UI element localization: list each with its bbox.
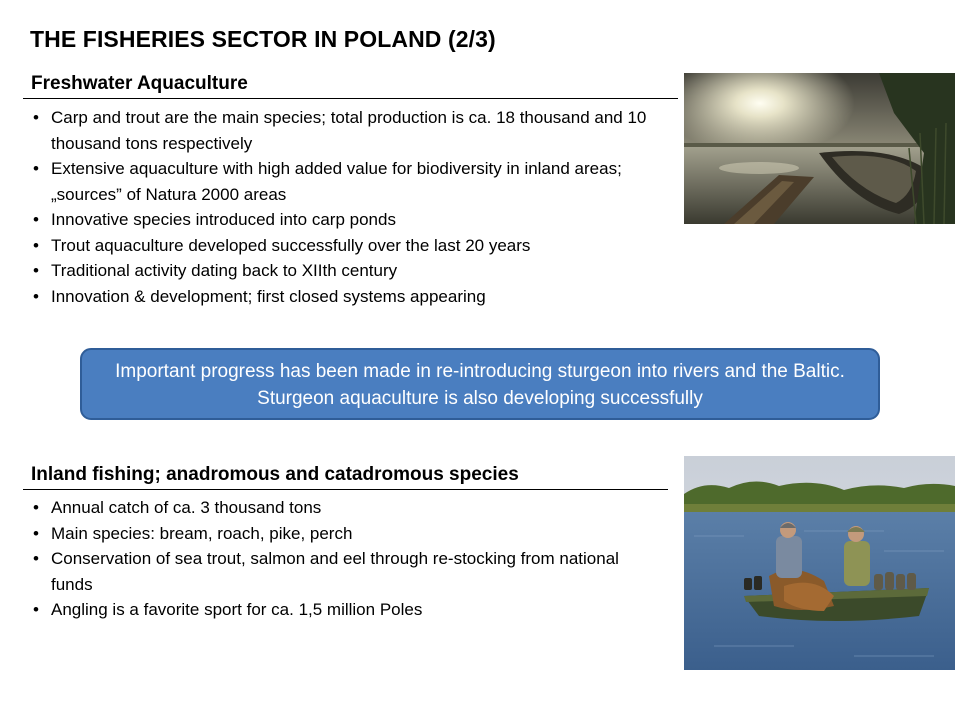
list-item: • Traditional activity dating back to XIIth century	[31, 258, 661, 284]
list-item: • Angling is a favorite sport for ca. 1,5 million Poles	[31, 597, 651, 623]
list-item: • Carp and trout are the main species; total production is ca. 18 thousand and 10 thousand tons respectively	[31, 105, 661, 156]
freshwater-bullet-list	[31, 105, 661, 309]
fishermen-in-boat-photo	[684, 456, 955, 670]
list-item: • Trout aquaculture developed successfully over the last 20 years	[31, 233, 661, 259]
inland-heading: Inland fishing; anadromous and catadromous species	[31, 464, 519, 485]
inland-bullet-list	[31, 495, 651, 623]
sturgeon-callout: Important progress has been made in re-introducing sturgeon into rivers and the Baltic. Sturgeon aquaculture is also developing successfully	[80, 348, 880, 420]
list-item: • Extensive aquaculture with high added value for biodiversity in inland areas; „sources” of Natura 2000 areas	[31, 156, 661, 207]
inland-divider	[23, 489, 668, 490]
freshwater-divider	[23, 98, 678, 99]
page-title: THE FISHERIES SECTOR IN POLAND (2/3)	[30, 26, 496, 52]
freshwater-heading: Freshwater Aquaculture	[31, 73, 248, 94]
list-item: • Conservation of sea trout, salmon and eel through re-stocking from national funds	[31, 546, 651, 597]
list-item: • Innovation & development; first closed systems appearing	[31, 284, 661, 310]
lake-boat-pier-photo	[684, 73, 955, 224]
list-item: • Main species: bream, roach, pike, perch	[31, 521, 651, 547]
list-item: • Innovative species introduced into carp ponds	[31, 207, 661, 233]
list-item: • Annual catch of ca. 3 thousand tons	[31, 495, 651, 521]
